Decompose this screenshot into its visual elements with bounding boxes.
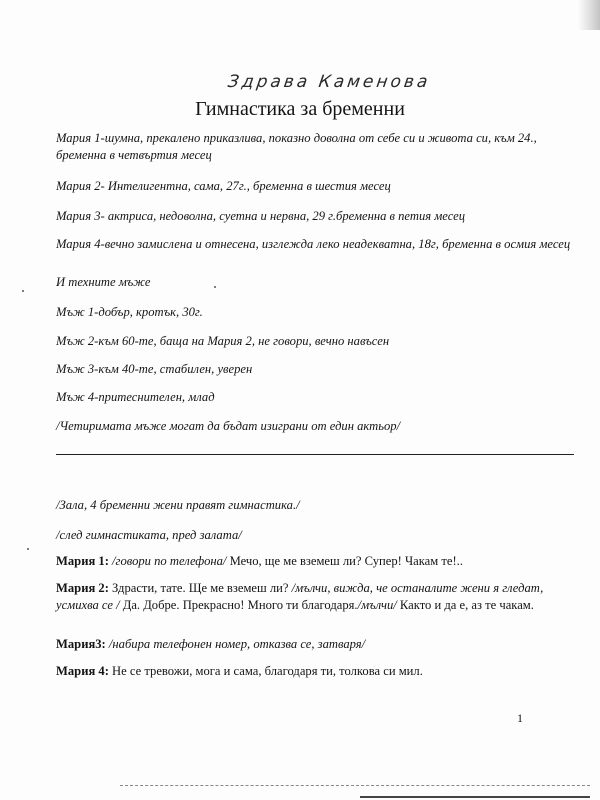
speaker-label: Мария 4: [56,664,109,678]
dialogue-text: Да. Добре. Прекрасно! Много ти благодаря. [119,597,358,612]
dialogue-text: Както и да е, аз те чакам. [396,597,534,612]
section-divider [56,454,574,455]
character-maria-1: Мария 1-шумна, прекалено приказлива, показно доволна от себе си и живота си, към 24., бременна в четвъртия месец [56,131,537,162]
husband-2: Мъж 2-към 60-те, баща на Мария 2, не говори, вечно навъсен [56,334,390,348]
scan-artifact-line [120,785,590,786]
stage-direction-hall: /Зала, 4 бременни жени правят гимнастика./ [56,498,300,512]
author-handwritten: Здрава Каменова [226,72,432,92]
page-title: Гимнастика за бременни [195,98,405,120]
stage-direction: /набира телефонен номер, отказва се, затваря/ [105,637,366,651]
husband-4: Мъж 4-притеснителен, млад [56,390,215,404]
speaker-label: Мария3: [56,637,106,651]
stage-direction: /мълчи/ [357,597,397,612]
dialogue-line [56,663,574,680]
dialogue-text: Не се тревожи, мога и сама, благодаря ти, толкова си мил. [108,664,423,678]
stage-direction-after: /след гимнастиката, пред залата/ [56,528,242,542]
character-maria-4: Мария 4-вечно замислена и отнесена, изглежда леко неадекватна, 18г, бременна в осмия месец [56,237,571,251]
husband-3: Мъж 3-към 40-те, стабилен, уверен [56,362,253,376]
page-number: 1 [517,711,523,725]
dialogue-line [56,553,574,570]
stage-direction: /говори по телефона/ [108,554,227,568]
husband-1: Мъж 1-добър, кротък, 30г. [56,305,203,319]
speaker-label: Мария 1: [56,554,109,568]
character-maria-3: Мария 3- актриса, недоволна, суетна и нервна, 29 г.бременна в петия месец [56,209,466,223]
scan-speck [214,286,216,288]
actors-note: /Четиримата мъже могат да бъдат изиграни от един актьор/ [56,419,401,433]
scan-artifact-line [360,796,590,798]
scan-speck [22,290,24,292]
husbands-heading: И техните мъже [56,275,151,289]
scan-shadow [578,0,600,30]
character-maria-2: Мария 2- Интелигентна, сама, 27г., бременна в шестия месец [56,179,391,193]
stage-direction: /мълчи, вижда, че останалите жени я гледат, усмихва се / [56,581,544,612]
dialogue-text: Мечо, ще ме вземеш ли? Супер! Чакам те!.. [226,554,463,568]
speaker-label: Мария 2: [56,581,109,595]
dialogue-line [56,580,574,613]
scan-speck [27,548,29,550]
dialogue-line [56,636,574,653]
dialogue-text: Здрасти, тате. Ще ме вземеш ли? [108,581,292,595]
